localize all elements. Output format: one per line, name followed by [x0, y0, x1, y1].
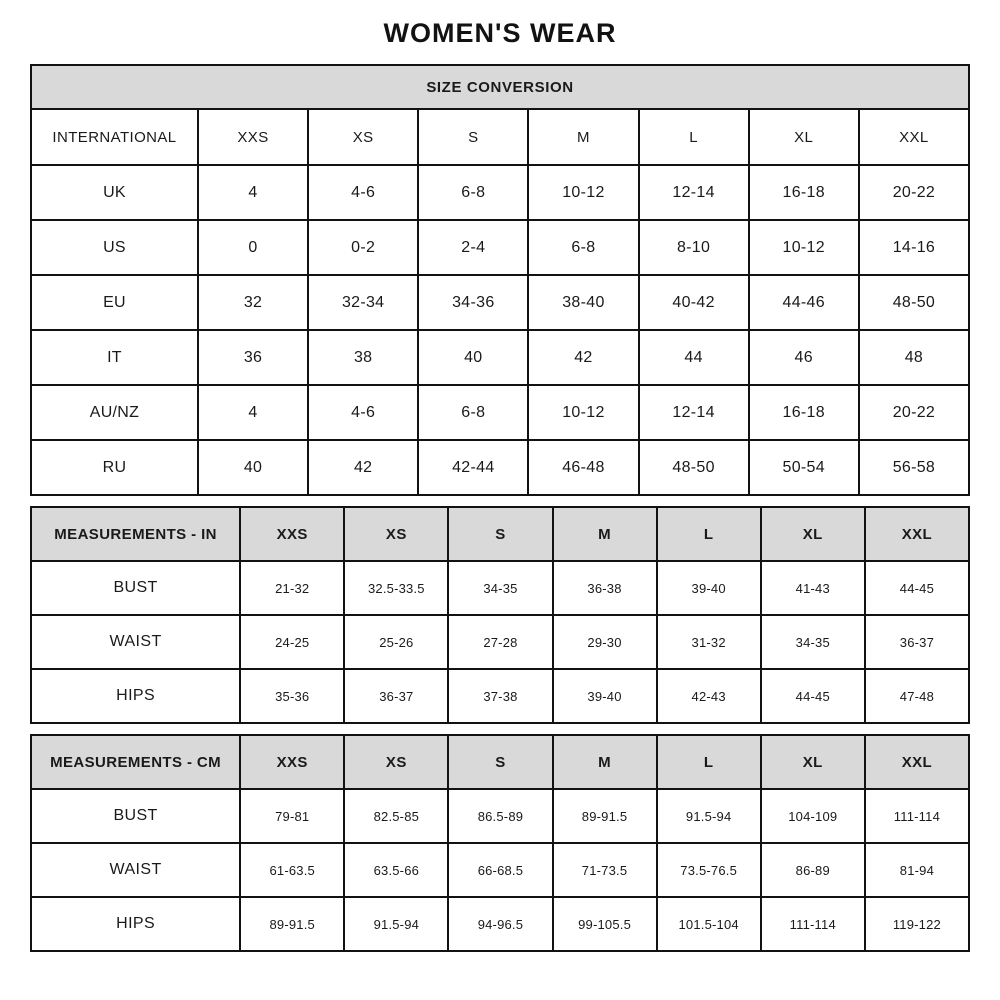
measurement-value-cell: 31-32: [657, 615, 761, 669]
size-value-cell: 4-6: [308, 385, 418, 440]
size-value-cell: 46: [749, 330, 859, 385]
measurement-value-cell: 44-45: [761, 669, 865, 723]
size-value-cell: 10-12: [528, 165, 638, 220]
table-title: SIZE CONVERSION: [31, 65, 969, 109]
column-header: XXL: [865, 735, 969, 789]
row-label: WAIST: [31, 843, 240, 897]
measurement-value-cell: 34-35: [448, 561, 552, 615]
size-value-cell: 46-48: [528, 440, 638, 495]
column-header: XL: [749, 109, 859, 165]
column-header: XL: [761, 735, 865, 789]
row-label: RU: [31, 440, 198, 495]
size-value-cell: 2-4: [418, 220, 528, 275]
column-header: L: [657, 507, 761, 561]
size-value-cell: 4-6: [308, 165, 418, 220]
size-value-cell: 20-22: [859, 165, 969, 220]
row-label: AU/NZ: [31, 385, 198, 440]
size-value-cell: 10-12: [749, 220, 859, 275]
size-value-cell: 48: [859, 330, 969, 385]
column-header: L: [657, 735, 761, 789]
measurement-value-cell: 111-114: [761, 897, 865, 951]
table-row: [31, 789, 969, 843]
size-value-cell: 50-54: [749, 440, 859, 495]
row-label: UK: [31, 165, 198, 220]
column-header-row: [31, 109, 969, 165]
size-value-cell: 40: [418, 330, 528, 385]
column-header: S: [448, 507, 552, 561]
size-value-cell: 42: [528, 330, 638, 385]
measurement-value-cell: 34-35: [761, 615, 865, 669]
measurements-in-table: [30, 506, 970, 724]
size-value-cell: 12-14: [639, 385, 749, 440]
measurement-value-cell: 91.5-94: [344, 897, 448, 951]
measurement-value-cell: 39-40: [657, 561, 761, 615]
table-row: [31, 615, 969, 669]
measurement-value-cell: 94-96.5: [448, 897, 552, 951]
measurement-value-cell: 36-37: [865, 615, 969, 669]
size-value-cell: 38: [308, 330, 418, 385]
measurement-value-cell: 99-105.5: [553, 897, 657, 951]
measurement-value-cell: 66-68.5: [448, 843, 552, 897]
size-value-cell: 32: [198, 275, 308, 330]
table-row: [31, 440, 969, 495]
row-label: EU: [31, 275, 198, 330]
measurement-value-cell: 32.5-33.5: [344, 561, 448, 615]
measurement-value-cell: 21-32: [240, 561, 344, 615]
size-value-cell: 40-42: [639, 275, 749, 330]
column-header: XXS: [240, 507, 344, 561]
size-value-cell: 8-10: [639, 220, 749, 275]
measurement-value-cell: 29-30: [553, 615, 657, 669]
size-value-cell: 16-18: [749, 385, 859, 440]
column-header: M: [528, 109, 638, 165]
measurement-value-cell: 47-48: [865, 669, 969, 723]
measurement-value-cell: 81-94: [865, 843, 969, 897]
measurement-value-cell: 86-89: [761, 843, 865, 897]
measurement-value-cell: 73.5-76.5: [657, 843, 761, 897]
size-value-cell: 4: [198, 385, 308, 440]
size-value-cell: 44: [639, 330, 749, 385]
table-row: [31, 897, 969, 951]
size-value-cell: 14-16: [859, 220, 969, 275]
table-row: [31, 275, 969, 330]
size-value-cell: 48-50: [639, 440, 749, 495]
measurement-value-cell: 25-26: [344, 615, 448, 669]
table-row: [31, 165, 969, 220]
table-row: [31, 385, 969, 440]
column-header: XXS: [198, 109, 308, 165]
measurement-value-cell: 71-73.5: [553, 843, 657, 897]
column-header: L: [639, 109, 749, 165]
table-row: [31, 561, 969, 615]
measurement-value-cell: 36-38: [553, 561, 657, 615]
measurement-value-cell: 39-40: [553, 669, 657, 723]
measurement-value-cell: 89-91.5: [553, 789, 657, 843]
column-header: XXL: [859, 109, 969, 165]
measurement-value-cell: 27-28: [448, 615, 552, 669]
table-title: MEASUREMENTS - IN: [31, 507, 240, 561]
size-value-cell: 40: [198, 440, 308, 495]
size-value-cell: 42-44: [418, 440, 528, 495]
column-header: M: [553, 735, 657, 789]
size-value-cell: 10-12: [528, 385, 638, 440]
row-label: BUST: [31, 561, 240, 615]
row-label: US: [31, 220, 198, 275]
measurement-value-cell: 63.5-66: [344, 843, 448, 897]
measurement-value-cell: 119-122: [865, 897, 969, 951]
size-conversion-table: [30, 64, 970, 496]
measurement-value-cell: 79-81: [240, 789, 344, 843]
column-header: S: [448, 735, 552, 789]
row-label: WAIST: [31, 615, 240, 669]
size-value-cell: 0-2: [308, 220, 418, 275]
column-header: XS: [344, 735, 448, 789]
measurement-value-cell: 36-37: [344, 669, 448, 723]
column-header: XL: [761, 507, 865, 561]
measurement-value-cell: 42-43: [657, 669, 761, 723]
table-row: [31, 330, 969, 385]
column-header: M: [553, 507, 657, 561]
column-header: XS: [308, 109, 418, 165]
size-value-cell: 20-22: [859, 385, 969, 440]
measurement-value-cell: 44-45: [865, 561, 969, 615]
size-value-cell: 12-14: [639, 165, 749, 220]
page-title: WOMEN'S WEAR: [383, 18, 617, 48]
column-header: INTERNATIONAL: [31, 109, 198, 165]
row-label: IT: [31, 330, 198, 385]
size-value-cell: 56-58: [859, 440, 969, 495]
table-title-row: [31, 65, 969, 109]
column-header: XXS: [240, 735, 344, 789]
column-header: XS: [344, 507, 448, 561]
table-row: [31, 843, 969, 897]
size-value-cell: 34-36: [418, 275, 528, 330]
size-value-cell: 32-34: [308, 275, 418, 330]
measurement-value-cell: 101.5-104: [657, 897, 761, 951]
size-value-cell: 38-40: [528, 275, 638, 330]
measurement-value-cell: 86.5-89: [448, 789, 552, 843]
size-value-cell: 6-8: [418, 385, 528, 440]
measurement-value-cell: 104-109: [761, 789, 865, 843]
size-value-cell: 36: [198, 330, 308, 385]
measurement-value-cell: 37-38: [448, 669, 552, 723]
column-header: XXL: [865, 507, 969, 561]
size-value-cell: 6-8: [418, 165, 528, 220]
size-value-cell: 42: [308, 440, 418, 495]
table-title: MEASUREMENTS - CM: [31, 735, 240, 789]
size-value-cell: 16-18: [749, 165, 859, 220]
measurement-value-cell: 89-91.5: [240, 897, 344, 951]
row-label: HIPS: [31, 897, 240, 951]
column-header: S: [418, 109, 528, 165]
measurement-value-cell: 35-36: [240, 669, 344, 723]
row-label: BUST: [31, 789, 240, 843]
row-label: HIPS: [31, 669, 240, 723]
table-row: [31, 669, 969, 723]
measurement-value-cell: 82.5-85: [344, 789, 448, 843]
measurement-value-cell: 111-114: [865, 789, 969, 843]
measurement-value-cell: 91.5-94: [657, 789, 761, 843]
size-value-cell: 44-46: [749, 275, 859, 330]
measurement-value-cell: 41-43: [761, 561, 865, 615]
measurement-value-cell: 61-63.5: [240, 843, 344, 897]
size-value-cell: 4: [198, 165, 308, 220]
size-value-cell: 6-8: [528, 220, 638, 275]
column-header-row: [31, 735, 969, 789]
column-header-row: [31, 507, 969, 561]
measurement-value-cell: 24-25: [240, 615, 344, 669]
table-row: [31, 220, 969, 275]
size-value-cell: 0: [198, 220, 308, 275]
measurements-cm-table: [30, 734, 970, 952]
size-value-cell: 48-50: [859, 275, 969, 330]
